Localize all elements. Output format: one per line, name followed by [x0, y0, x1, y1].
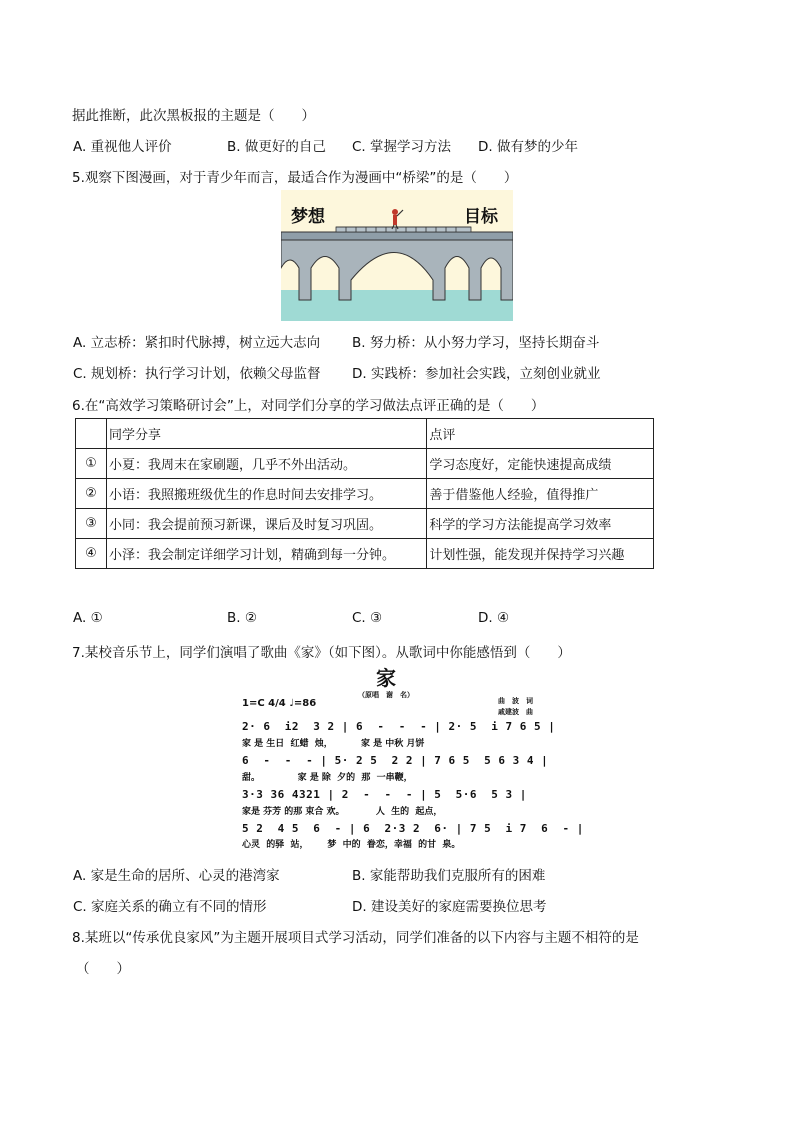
q4-stem: 据此推断，此次黑板报的主题是（ ） [72, 108, 315, 124]
q4-option-c: C. 掌握学习方法 [352, 139, 452, 155]
table-cell: 小同：我会提前预习新课，课后及时复习巩固。 [106, 509, 426, 539]
q7-option-d: D. 建设美好的家庭需要换位思考 [352, 899, 547, 915]
table-cell: ③ [76, 509, 107, 539]
table-row [76, 449, 654, 479]
q7-stem: 7.某校音乐节上，同学们演唱了歌曲《家》（如下图）。从歌词中你能感悟到（ ） [72, 645, 571, 661]
song-lyrics-line: 甜。 家 是 除 夕的 那 一串鞭， [242, 773, 413, 783]
q5-stem: 5.观察下图漫画，对于青少年而言，最适合作为漫画中“桥梁”的是（ ） [72, 170, 518, 186]
q8-stem: 8.某班以“传承优良家风”为主题开展项目式学习活动，同学们准备的以下内容与主题不相符的是 [72, 930, 639, 946]
table-row [76, 539, 654, 569]
q4-option-a: A. 重视他人评价 [73, 139, 172, 155]
q5-option-b: B. 努力桥：从小努力学习，坚持长期奋斗 [352, 335, 600, 351]
q4-option-b: B. 做更好的自己 [227, 139, 326, 155]
table-cell: ④ [76, 539, 107, 569]
q6-option-b: B. ② [227, 610, 257, 626]
song-subtitle: （原唱 谢 名） [358, 691, 414, 699]
song-notes-line: 3·3 36 4321 | 2 - - - | 5 5·6 5 3 | [242, 788, 527, 801]
table-cell: 科学的学习方法能提高学习效率 [427, 509, 654, 539]
q7-option-c: C. 家庭关系的确立有不同的情形 [73, 899, 267, 915]
song-notes-line: 5 2 4 5 6 - | 6 2·3 2 6· | 7 5 i 7 6 - | [242, 822, 584, 835]
song-title: 家 [376, 666, 396, 690]
bridge-cartoon [281, 190, 513, 321]
song-lyrics-line: 心灵 的驿 站， 梦 中的 眷恋，幸福 的甘 泉。 [242, 840, 461, 850]
cartoon-left-label: 梦想 [291, 207, 325, 227]
table-cell: 小语：我照搬班级优生的作息时间去安排学习。 [106, 479, 426, 509]
table-cell: 善于借鉴他人经验，值得推广 [427, 479, 654, 509]
q6-option-c: C. ③ [352, 610, 383, 626]
table-cell: 计划性强，能发现并保持学习兴趣 [427, 539, 654, 569]
table-cell: 学习态度好，定能快速提高成绩 [427, 449, 654, 479]
cartoon-right-label: 目标 [464, 207, 498, 227]
q5-option-a: A. 立志桥：紧扣时代脉搏，树立远大志向 [73, 335, 321, 351]
song-notes-line: 6 - - - | 5· 2 5 2 2 | 7 6 5 5 6 3 4 | [242, 754, 549, 767]
q5-option-d: D. 实践桥：参加社会实践，立刻创业就业 [352, 366, 601, 382]
table-cell: ① [76, 449, 107, 479]
song-notes-line: 2· 6 i2 3 2 | 6 - - - | 2· 5 i 7 6 5 | [242, 720, 556, 733]
table-header-cell [76, 419, 107, 449]
song-lyrics-line: 家是 芬芳 的那 束合 欢。 人 生的 起点， [242, 807, 443, 817]
song-credit-lyrics: 曲 波 词 [498, 697, 533, 705]
q8-stem-tail: （ ） [76, 961, 130, 977]
q7-option-b: B. 家能帮助我们克服所有的困难 [352, 868, 546, 884]
q7-option-a: A. 家是生命的居所、心灵的港湾家 [73, 868, 280, 884]
table-row [76, 479, 654, 509]
table-cell: ② [76, 479, 107, 509]
song-sheet [240, 662, 584, 850]
table-header-cell: 同学分享 [106, 419, 426, 449]
table-cell: 小夏：我周末在家刷题，几乎不外出活动。 [106, 449, 426, 479]
q6-table [75, 418, 654, 569]
table-header-row [76, 419, 654, 449]
song-lyrics-line: 家 是 生日 红蜡 烛， 家 是 中秋 月饼 [242, 739, 425, 749]
table-header-cell: 点评 [427, 419, 654, 449]
q6-stem: 6.在“高效学习策略研讨会”上，对同学们分享的学习做法点评正确的是（ ） [72, 398, 545, 414]
table-cell: 小泽：我会制定详细学习计划，精确到每一分钟。 [106, 539, 426, 569]
q6-option-d: D. ④ [478, 610, 510, 626]
song-key: 1=C 4/4 ♩=86 [242, 698, 317, 709]
table-row [76, 509, 654, 539]
q4-option-d: D. 做有梦的少年 [478, 139, 578, 155]
q6-option-a: A. ① [73, 610, 103, 626]
q5-option-c: C. 规划桥：执行学习计划，依赖父母监督 [73, 366, 321, 382]
song-credit-music: 戚建波 曲 [498, 708, 533, 716]
